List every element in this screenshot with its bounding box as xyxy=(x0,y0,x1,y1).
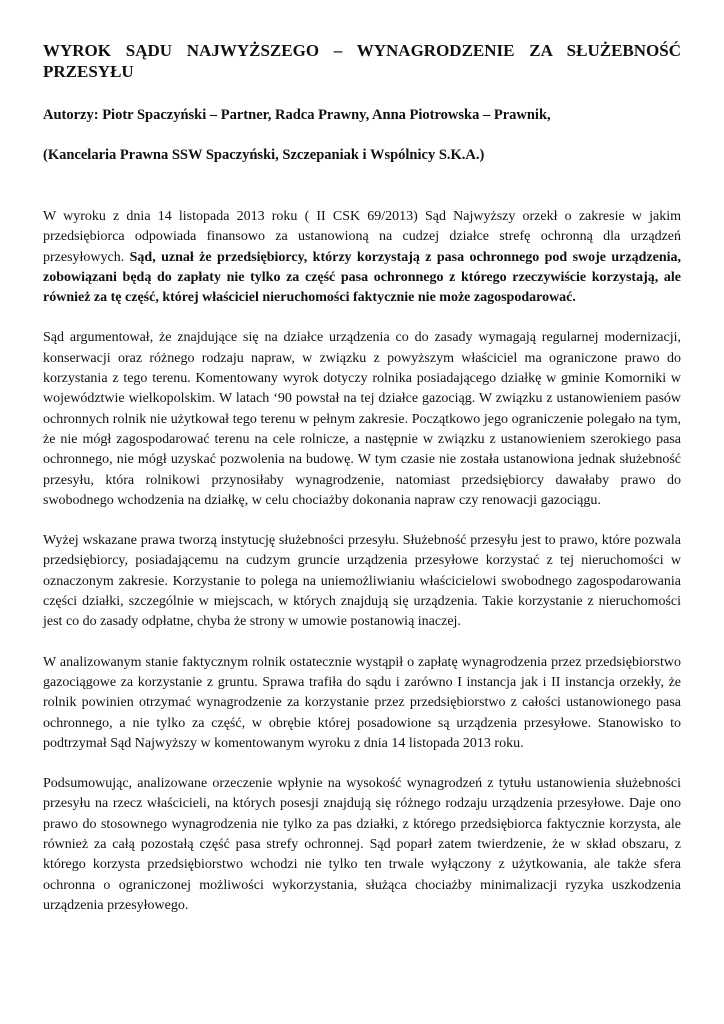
paragraph-2: Sąd argumentował, że znajdujące się na działce urządzenia co do zasady wymagają regularnej modernizacji, konserwacji oraz różnego rodzaju napraw, w związku z powyższym właściciel ma ograniczone prawo do korzystania z tego terenu. Komentowany wyrok dotyczy rolnika posiadającego działkę w gminie Komorniki w województwie wielkopolskim. W latach ‘90 powstał na tej działce gazociąg. W związku z ustanowieniem pasów ochronnych rolnik nie użytkował tego terenu w pełnym zakresie. Początkowo jego ograniczenie polegało na tym, że nie mógł zagospodarować terenu na cele rolnicze, a następnie w związku z ustanowieniem szerokiego pasa ochronnego, nie mógł uzyskać pozwolenia na budowę. W tym czasie nie została ustanowiona jednak służebność przesyłu, która rolnikowi przynosiłaby wynagrodzenie, natomiast przedsiębiorcy dawałaby prawo do swobodnego wchodzenia na działkę, w celu chociażby dokonania napraw czy renowacji gazociągu. xyxy=(43,330,681,508)
paragraph-1 xyxy=(43,207,681,308)
title-line-1: WYROK SĄDU NAJWYŻSZEGO – WYNAGRODZENIE ZA SŁUŻEBNOŚĆ xyxy=(43,41,681,60)
authors-line: Autorzy: Piotr Spaczyński – Partner, Radca Prawny, Anna Piotrowska – Prawnik, xyxy=(43,107,551,123)
document-title xyxy=(43,40,681,82)
paragraph-1-text: W wyroku z dnia 14 listopada 2013 roku ( II CSK 69/2013) Sąd Najwyższy orzekł o zakresie w jakim przedsiębiorca odpowiada finansowo za ustanowioną na cudzej działce strefę ochronną dla urządzeń przesyłowych. xyxy=(43,209,681,265)
paragraph-4: W analizowanym stanie faktycznym rolnik ostatecznie wystąpił o zapłatę wynagrodzenia przez przedsiębiorstwo gazociągowe za korzystanie z gruntu. Sprawa trafiła do sądu i zarówno I instancja jak i II instancja orzekły, że rolnik powinien otrzymać wynagrodzenie za korzystanie przez przedsiębiorstwo z całości ustanowionego pasa ochronnego, a nie tylko za część, w obrębie której posadowione są urządzenia przesyłowe. Stanowisko to podtrzymał Sąd Najwyższy w komentowanym wyroku z dnia 14 listopada 2013 roku. xyxy=(43,654,681,751)
paragraph-1-bold-text: Sąd, uznał że przedsiębiorcy, którzy korzystają z pasa ochronnego pod swoje urządzenia, zobowiązani będą do zapłaty nie tylko za część pasa ochronnego z którego rzeczywiście korzystają, ale również za tę część, której właściciel nieruchomości faktycznie nie może zagospodarować. xyxy=(43,249,681,306)
paragraph-3: Wyżej wskazane prawa tworzą instytucję służebności przesyłu. Służebność przesyłu jest to prawo, które pozwala przedsiębiorcy, posiadającemu na cudzym gruncie urządzenia przesyłowe korzystać z tej nieruchomości w oznaczonym zakresie. Korzystanie to polega na uniemożliwianiu właścicielowi swobodnego zagospodarowania części działki, szczególnie w miejscach, w których znajdują się urządzenia. Takie korzystanie z nieruchomości jest co do zasady odpłatne, chyba że strony w umowie postanowią inaczej. xyxy=(43,533,681,630)
paragraph-5: Podsumowując, analizowane orzeczenie wpłynie na wysokość wynagrodzeń z tytułu ustanowienia służebności przesyłu na rzecz właścicieli, na których posesji znajdują się różnego rodzaju urządzenia przesyłowe. Daje ono prawo do stosownego wynagrodzenia nie tylko za pas działki, z którego przedsiębiorca faktycznie korzysta, ale również za całą pozostałą część pasa strefy ochronnej. Sąd poparł zatem twierdzenie, że w skład obszaru, z którego korzysta przedsiębiorstwo wchodzi nie tylko ten trwale wyłączony z użytkowania, ale także sfera ochronna o ograniczonej możliwości wykorzystania, służąca chociażby minimalizacji ryzyka uszkodzenia urządzenia przesyłowego. xyxy=(43,776,681,913)
document-page xyxy=(43,40,681,916)
law-firm-line: (Kancelaria Prawna SSW Spaczyński, Szczepaniak i Wspólnicy S.K.A.) xyxy=(43,147,485,163)
title-line-2: PRZESYŁU xyxy=(43,62,134,81)
